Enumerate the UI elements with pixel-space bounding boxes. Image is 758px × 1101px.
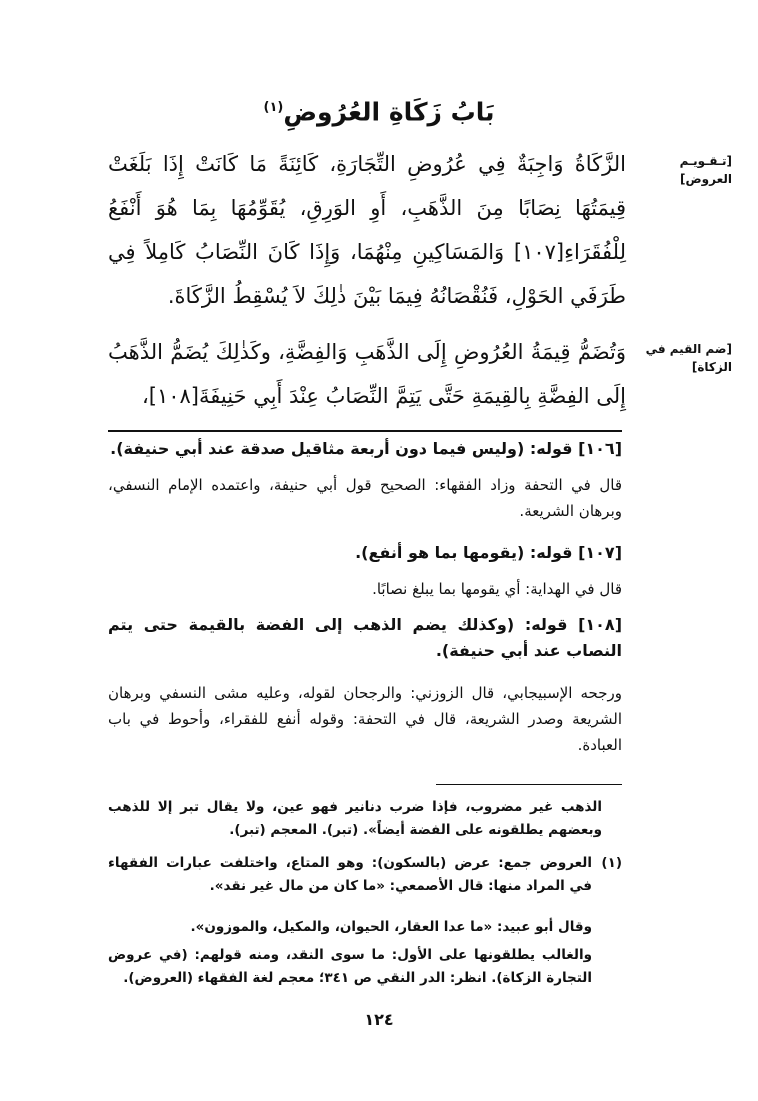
main-paragraph-1: الزَّكَاةُ وَاجِبَةٌ فِي عُرُوضِ التِّجَارَةِ، كَائِنَةً مَا كَانَتْ إِذَا بَلَغَتْ قِيمَتُهَا نِصَابًا مِنَ الذَّهَبِ، أَوِ الوَرِقِ، يُقَوِّمُهَا بِمَا هُوَ أَنْفَعُ لِلْفُقَرَاءِ[١٠٧] وَالمَسَاكِينِ مِنْهُمَا، وَإِذَا كَانَ النِّصَابُ كَامِلاً فِي طَرَفَي الحَوْلِ، فَنُقْصَانُهُ فِيمَا بَيْنَ ذٰلِكَ لاَ يُسْقِطُ الزَّكَاةَ. — [108, 152, 626, 308]
footnote-1-line-2: وقال أبو عبيد: «ما عدا العقار، الحيوان، والمكيل، والموزون». — [190, 919, 592, 935]
footnote-1-line-3: والغالب يطلقونها على الأول: ما سوى النقد، ومنه قولهم: (في عروض التجارة الزكاة). انظر: الدر النقي ص ٣٤١؛ معجم لغة الفقهاء (العروض). — [108, 947, 592, 986]
chapter-title — [0, 88, 758, 132]
commentary-107-heading: [١٠٧] قوله: (يقومها بما هو أنفع). — [355, 543, 622, 562]
commentary-107-body: قال في الهداية: أي يقومها بما يبلغ نصابًا. — [372, 580, 622, 598]
commentary-divider — [108, 430, 622, 432]
page-number: ١٢٤ — [364, 1010, 394, 1029]
title-footnote-ref: (١) — [263, 100, 284, 115]
commentary-106-heading: [١٠٦] قوله: (وليس فيما دون أربعة مثاقيل صدقة عند أبي حنيفة). — [110, 439, 622, 458]
commentary-108-body: ورجحه الإسبيجابي، قال الزوزني: والرجحان لقوله، وعليه مشى النسفي وبرهان الشريعة وصدر الشريعة، قال في التحفة: وقوله أنفع للفقراء، وأحوط في باب العبادة. — [108, 684, 622, 754]
commentary-108-heading: [١٠٨] قوله: (وكذلك يضم الذهب إلى الفضة بالقيمة حتى يتم النصاب عند أبي حنيفة). — [108, 615, 622, 660]
commentary-106-body: قال في التحفة وزاد الفقهاء: الصحيح قول أبي حنيفة، واعتمده الإمام النسفي، وبرهان الشريعة. — [108, 476, 622, 520]
footnote-1-number: (١) — [601, 855, 622, 871]
margin-note-combining-values: [ضم القيم في الزكاة] — [645, 342, 732, 374]
main-paragraph-2: وَتُضَمُّ قِيمَةُ العُرُوضِ إِلَى الذَّهَبِ وَالفِضَّةِ، وكَذٰلِكَ يُضَمُّ الذَّهَبُ إِلَى الفِضَّةِ بِالقِيمَةِ حَتَّى يَتِمَّ النِّصَابُ عِنْدَ أَبِي حَنِيفَةَ[١٠٨]، — [108, 340, 626, 408]
footnote-1 — [108, 852, 622, 898]
footnote-divider — [436, 784, 622, 785]
chapter-title-text: بَابُ زَكَاةِ العُرُوضِ — [283, 97, 495, 127]
margin-note-goods-valuation: [تـقـويـم العروض] — [679, 154, 732, 186]
footnote-continued: الذهب غير مضروب، فإذا ضرب دنانير فهو عين، ولا يقال تبر إلا للذهب وبعضهم يطلقونه على الفضة أيضاً». (تبر). المعجم (تبر). — [108, 799, 602, 838]
footnote-1-text: العروض جمع: عرض (بالسكون): وهو المتاع، واختلفت عبارات الفقهاء في المراد منها: قال الأصمعي: «ما كان من مال غير نقد». — [108, 855, 592, 894]
